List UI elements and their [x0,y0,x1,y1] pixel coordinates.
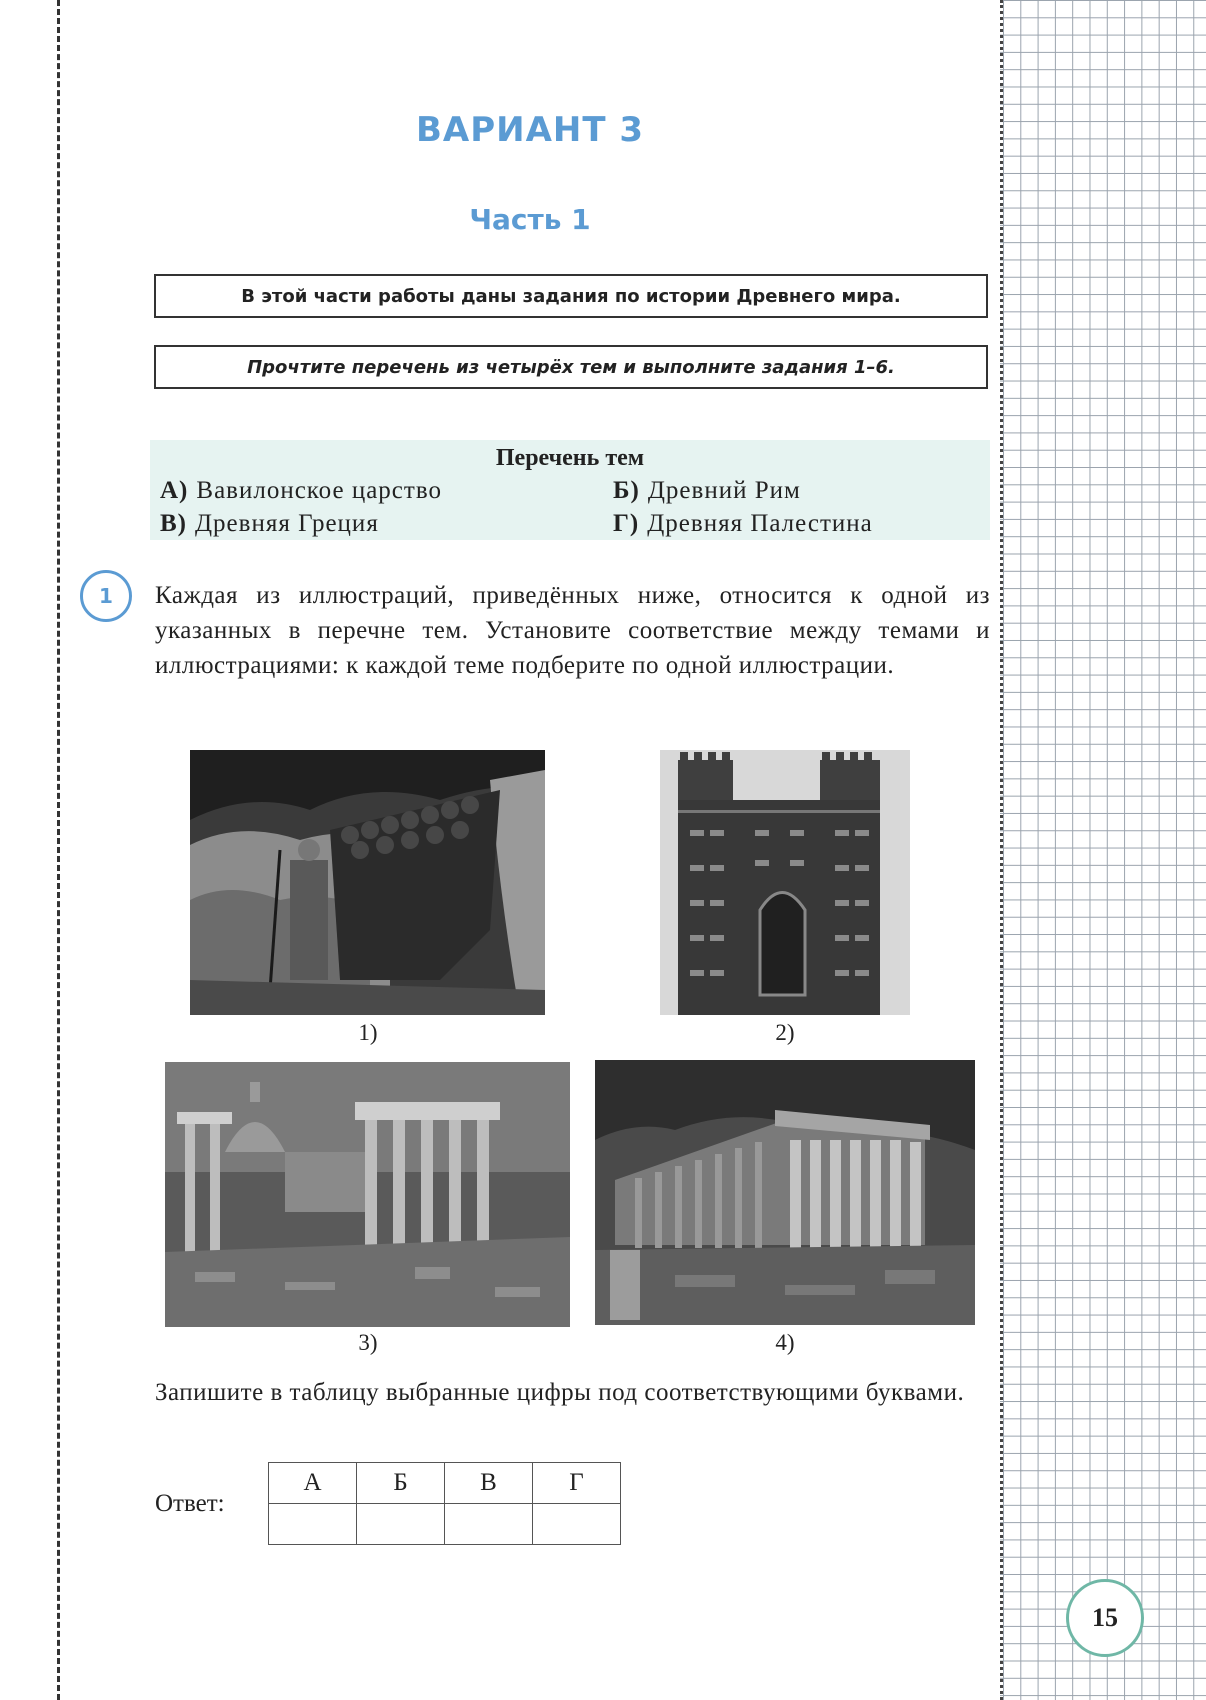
topic-letter: В) [160,510,187,537]
topic-b [613,477,801,505]
task-number-badge: 1 [80,570,132,622]
write-instruction: Запишите в таблицу выбранные цифры под соответствующими буквами. [155,1379,965,1406]
answer-cell-a[interactable] [269,1504,357,1545]
instruction-notice: Прочтите перечень из четырёх тем и выполните задания 1–6. [154,345,988,389]
cut-line [57,0,60,1700]
topic-letter: Г) [613,510,640,537]
answer-header-row [269,1463,621,1504]
topic-name: Древняя Греция [195,510,379,537]
part-title: Часть 1 [469,203,591,236]
task-text: Каждая из иллюстраций, приведённых ниже, относится к одной из указанных в перечне тем. Установите соответствие между темами и иллюстрациями: к каждой теме подберите по одной иллюстрации. [155,582,990,679]
answer-col-b: Б [357,1463,445,1504]
illustration-2-caption: 2) [775,1020,795,1045]
topic-v [160,510,379,538]
illustration-4-caption: 4) [775,1330,795,1355]
illustration-1-caption: 1) [358,1020,378,1045]
topic-name: Древний Рим [647,477,801,504]
topics-list [150,440,990,540]
illustration-4-image [595,1060,975,1325]
illustration-1-image [190,750,545,1015]
illustration-2-image [660,750,910,1015]
answer-col-g: Г [533,1463,621,1504]
answer-label: Ответ: [155,1490,225,1517]
topic-letter: А) [160,477,189,504]
answer-cell-g[interactable] [533,1504,621,1545]
topic-letter: Б) [613,477,640,504]
illustration-3-image [165,1062,570,1327]
illustration-3-caption: 3) [358,1330,378,1355]
graph-paper-margin [1000,0,1206,1700]
answer-table [268,1462,621,1545]
intro-notice: В этой части работы даны задания по истории Древнего мира. [154,274,988,318]
topics-title: Перечень тем [495,445,645,471]
variant-title: ВАРИАНТ 3 [415,110,645,150]
topic-g [613,510,873,538]
answer-col-a: А [269,1463,357,1504]
answer-cell-b[interactable] [357,1504,445,1545]
topic-name: Вавилонское царство [196,477,442,504]
page-number: 15 [1066,1579,1144,1657]
answer-cell-v[interactable] [445,1504,533,1545]
answer-input-row [269,1504,621,1545]
topic-name: Древняя Палестина [647,510,873,537]
topic-a [160,477,442,505]
answer-col-v: В [445,1463,533,1504]
